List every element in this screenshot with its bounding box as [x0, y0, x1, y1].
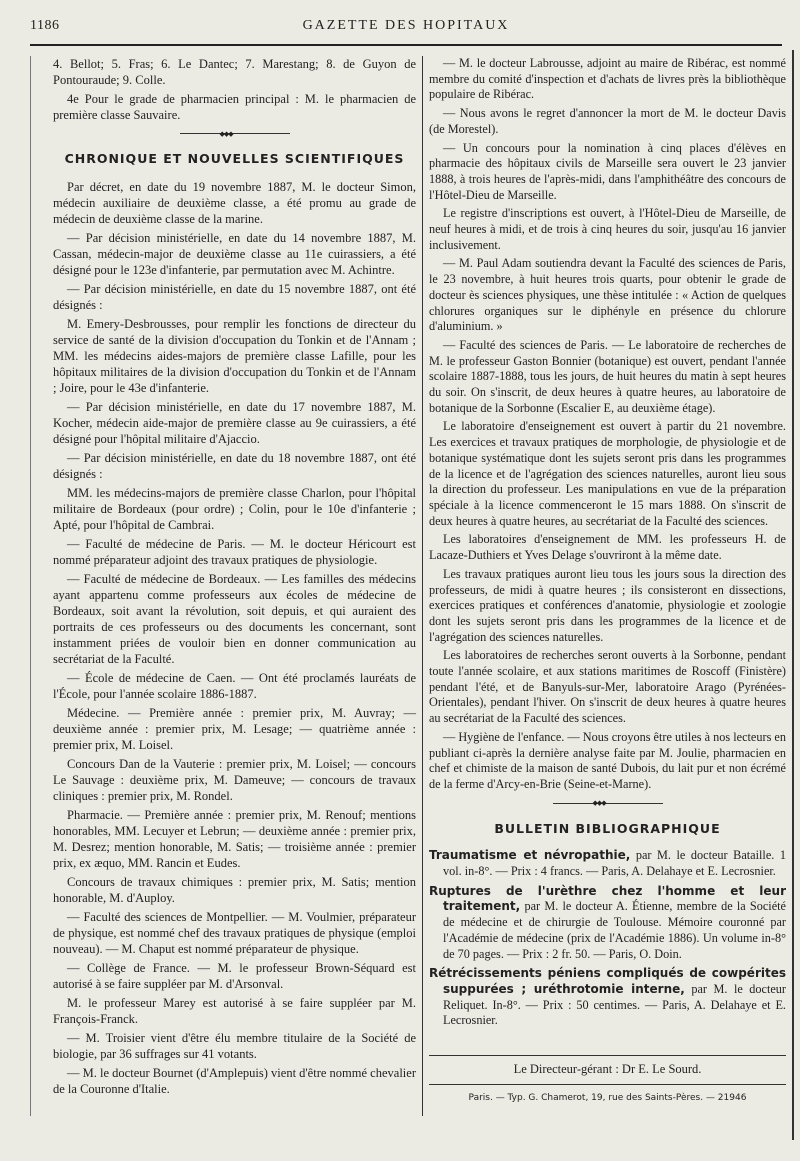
- page-header: [30, 14, 782, 44]
- news-paragraph: — Par décision ministérielle, en date du 15 novembre 1887, ont été désignés :: [53, 282, 416, 312]
- news-paragraph: — Faculté des sciences de Montpellier. — M. Voulmier, préparateur de physique, est nommé chef des travaux pratiques de physique (emploi nouveau). — M. Chaput est nommé préparateur de physique.: [53, 910, 416, 956]
- news-paragraph: — M. Troisier vient d'être élu membre titulaire de la Société de biologie, par 36 suffrages sur 41 votants.: [53, 1031, 416, 1061]
- news-paragraph: — Nous avons le regret d'annoncer la mort de M. le docteur Davis (de Morestel).: [429, 106, 786, 136]
- news-paragraph: Les laboratoires de recherches seront ouverts à la Sorbonne, pendant toute l'année scolaire, et aux stations maritimes de Roscoff (Finistère) pendant l'été, et de Banyuls-sur-Mer, laboratoire Arago (Pyrénées-Orientales), pendant l'hiver. On s'inscrit de deux heures à quatre heures au secrétariat de la Faculté des sciences.: [429, 648, 786, 726]
- news-paragraph: Concours Dan de la Vauterie : premier prix, M. Loisel; — concours Le Sauvage : deuxième prix, M. Dameuve; — concours de travaux cliniques : premier prix, M. Rondel.: [53, 757, 416, 803]
- news-paragraph: — Un concours pour la nomination à cinq places d'élèves en pharmacie des hôpitaux civils de Marseille sera ouvert le 23 janvier 1888, à trois heures de l'après-midi, dans l'amphithéâtre des concours de l'Hôtel-Dieu de Marseille.: [429, 140, 786, 202]
- book-details: par M. le docteur A. Étienne, membre de la Société de médecine et de chirurgie de Toulouse. Mémoire couronné par l'Académie de médecine (prix de l'Académie 1886). Un volume in-8° de 70 pages. — Prix : 2 fr. 50. — Paris, O. Doin.: [443, 899, 786, 961]
- news-paragraph: — Hygiène de l'enfance. — Nous croyons être utiles à nos lecteurs en publiant ci-après la dernière analyse faite par M. Joulie, pharmacien en chef et chimiste de la maison de santé Dubois, du lait pur et non écrémé de la ferme d'Arcy-en-Brie (Seine-et-Marne).: [429, 729, 786, 791]
- section-ornament: [553, 803, 663, 807]
- news-paragraph: Par décret, en date du 19 novembre 1887, M. le docteur Simon, médecin auxiliaire de deuxième classe, a été promu au grade de médecin de deuxième classe de la marine.: [53, 180, 416, 226]
- news-paragraph: — Par décision ministérielle, en date du 17 novembre 1887, M. Kocher, médecin aide-major de première classe au 9e cuirassiers, a été désigné pour l'hôpital militaire d'Ajaccio.: [53, 400, 416, 446]
- news-paragraph: Les travaux pratiques auront lieu tous les jours sous la direction des professeurs, de midi à quatre heures ; ils consisteront en dissections, exercices pratiques et conférences d'anatomie, physiologie et zoologie dont les sujets seront pris dans les programmes de la licence et de l'agrégation des sciences naturelles.: [429, 566, 786, 644]
- news-paragraph: MM. les médecins-majors de première classe Charlon, pour l'hôpital militaire de Bordeaux (pour ordre) ; Colin, pour le 10e d'infanterie ; Apté, pour l'hôpital de Cambrai.: [53, 486, 416, 532]
- journal-title: GAZETTE DES HOPITAUX: [302, 18, 510, 33]
- news-paragraph: Les laboratoires d'enseignement de MM. les professeurs H. de Lacaze-Duthiers et Yves Delage s'ouvriront à la même date.: [429, 532, 786, 563]
- intro-paragraph: 4e Pour le grade de pharmacien principal : M. le pharmacien de première classe Sauvaire.: [53, 92, 416, 122]
- printer-line: Paris. — Typ. G. Chamerot, 19, rue des Saints-Pères. — 21946: [468, 1092, 747, 1103]
- news-paragraph: — Faculté de médecine de Paris. — M. le docteur Héricourt est nommé préparateur adjoint des travaux pratiques de physiologie.: [53, 537, 416, 567]
- right-margin-rule: [792, 50, 794, 1140]
- left-column: [53, 56, 416, 1100]
- news-paragraph: Le registre d'inscriptions est ouvert, à l'Hôtel-Dieu de Marseille, de neuf heures à midi, et de trois à cinq heures du soir, jusqu'au 16 janvier inclusivement.: [429, 206, 786, 252]
- book-title: Traumatisme et névropathie,: [429, 848, 631, 863]
- right-column: [429, 56, 786, 1106]
- section-title-chronique: CHRONIQUE ET NOUVELLES SCIENTIFIQUES: [64, 151, 405, 166]
- footer-block: [429, 1055, 786, 1106]
- column-divider: [422, 56, 423, 1116]
- news-paragraph: Pharmacie. — Première année : premier prix, M. Renouf; mentions honorables, MM. Lecuyer et Lebrun; — deuxième année : premier prix, M. Desrez; mention honorable, M. Satis; — troisième année : premier prix, ex æquo, MM. Rancin et Eudes.: [53, 808, 416, 870]
- header-rule: [30, 44, 782, 46]
- news-paragraph: — M. le docteur Bournet (d'Amplepuis) vient d'être nommé chevalier de la Couronne d'Italie.: [53, 1066, 416, 1096]
- bibliography-entry: [429, 966, 786, 1029]
- book-details: par M. le docteur Reliquet. In-8°. — Prix : 50 centimes. — Paris, A. Delahaye et E. Lecrosnier.: [443, 981, 787, 1028]
- news-paragraph: — Par décision ministérielle, en date du 14 novembre 1887, M. Cassan, médecin-major de deuxième classe au 11e cuirassiers, a été désigné pour le 123e d'infanterie, par permutation avec M. Achintre.: [53, 231, 416, 277]
- news-paragraph: — M. le docteur Labrousse, adjoint au maire de Ribérac, est nommé membre du comité d'inspection et d'achats de livres près la bibliothèque populaire de Ribérac.: [429, 56, 786, 102]
- news-paragraph: Le laboratoire d'enseignement est ouvert à partir du 21 novembre. Les exercices et travaux pratiques de morphologie, de physiologie et de botanique systématique dont les sujets seront pris dans les programmes de la licence et de l'agrégation des sciences naturelles, auront lieu sous la direction du professeur. Les manipulations en vue de la préparation spéciale à la licence commenceront le 15 mars 1888. On s'inscrit de deux heures à quatre heures, au secrétariat de la Faculté des sciences.: [429, 419, 786, 528]
- bibliography-entry: [429, 884, 786, 963]
- book-title: Ruptures de l'urèthre chez l'homme et leur traitement,: [429, 883, 786, 914]
- left-margin-rule: [30, 56, 31, 1116]
- bibliography-entry: [429, 848, 786, 879]
- news-paragraph: Concours de travaux chimiques : premier prix, M. Satis; mention honorable, M. d'Auploy.: [53, 875, 416, 905]
- intro-paragraph: 4. Bellot; 5. Fras; 6. Le Dantec; 7. Marestang; 8. de Guyon de Pontouraude; 9. Colle.: [53, 57, 416, 87]
- news-paragraph: M. le professeur Marey est autorisé à se faire suppléer par M. François-Franck.: [53, 996, 416, 1026]
- news-paragraph: — Collège de France. — M. le professeur Brown-Séquard est autorisé à se faire suppléer par M. d'Arsonval.: [53, 961, 416, 991]
- news-paragraph: — Faculté des sciences de Paris. — Le laboratoire de recherches de M. le professeur Gaston Bonnier (botanique) est ouvert, pendant l'année scolaire 1887-1888, tous les jours, de huit heures du matin à sept heures du soir. On s'inscrit, de deux heures à quatre heures, au laboratoire de botanique de la Sorbonne (Escalier E, au deuxième étage).: [429, 337, 786, 415]
- news-paragraph: — M. Paul Adam soutiendra devant la Faculté des sciences de Paris, le 23 novembre, à huit heures trois quarts, pour obtenir le grade de docteur ès sciences physiques, une thèse intitulée : « Action de quelques chlorures organiques sur le diphényle en présence du chlorure d'aluminium. »: [429, 256, 786, 334]
- bibliography-list: [429, 848, 786, 1029]
- page-number: 1186: [30, 18, 60, 33]
- director-line: Le Directeur-gérant : Dr E. Le Sourd.: [429, 1062, 786, 1085]
- news-paragraph: — Par décision ministérielle, en date du 18 novembre 1887, ont été désignés :: [53, 451, 416, 481]
- news-paragraph: Médecine. — Première année : premier prix, M. Auvray; — deuxième année : premier prix, M. Lesage; — quatrième année : premier prix, M. Loisel.: [53, 706, 416, 752]
- section-title-bulletin: BULLETIN BIBLIOGRAPHIQUE: [494, 820, 721, 836]
- news-paragraph: M. Emery-Desbrousses, pour remplir les fonctions de directeur du service de santé de la division d'occupation du Tonkin et de l'Annam ; MM. les médecins aides-majors de première classe Lafille, pour les hôpitaux militaires de la division d'occupation du Tonkin et de l'Annam ; Joire, pour le 43e d'infanterie.: [53, 317, 416, 395]
- section-ornament: [180, 133, 290, 137]
- news-paragraph: — Faculté de médecine de Bordeaux. — Les familles des médecins ayant appartenu comme professeurs aux écoles de médecine de Bordeaux, soit avant la révolution, soit depuis, et qui auraient des portraits de ces professeurs ou des documents les concernant, sont instamment priées de vouloir bien en donner communication au secrétariat de la Faculté.: [53, 572, 416, 666]
- book-title: Rétrécissements péniens compliqués de cowpérites suppurées ; uréthrotomie interne,: [429, 966, 786, 996]
- news-paragraph: — École de médecine de Caen. — Ont été proclamés lauréats de l'École, pour l'année scolaire 1886-1887.: [53, 671, 416, 701]
- book-details: par M. le docteur Bataille. 1 vol. in-8°. — Prix : 4 francs. — Paris, A. Delahaye et E. Lecrosnier.: [443, 848, 786, 879]
